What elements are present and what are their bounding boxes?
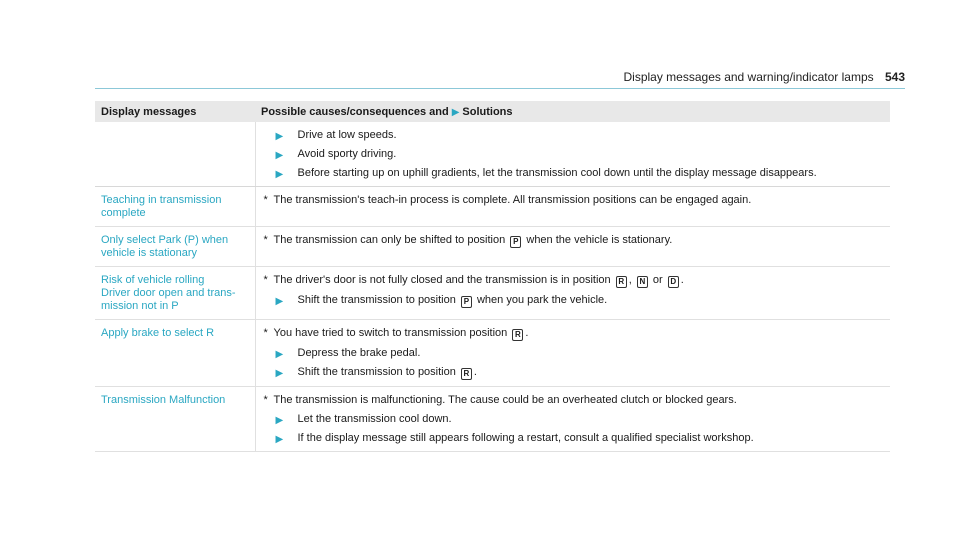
message-cell: Teaching in transmission complete bbox=[95, 187, 255, 227]
table-row bbox=[95, 267, 890, 320]
solution-item: ▶ Before starting up on uphill gradients, let the transmission cool down until the display message disappears. bbox=[275, 167, 817, 180]
table-row bbox=[95, 187, 890, 227]
gear-r-icon: R bbox=[461, 368, 472, 380]
gear-p-icon: P bbox=[510, 236, 521, 248]
solution-item: ▶ Shift the transmission to position R . bbox=[275, 366, 477, 379]
arrow-right-icon: ▶ bbox=[275, 296, 284, 307]
solution-item: ▶ Depress the brake pedal. bbox=[275, 347, 421, 360]
cause-cell: * The driver's door is not fully closed and the transmission is in position R , N or D . ▶ Shift the transmission to position P when you park the vehicle. bbox=[255, 267, 890, 320]
message-cell: Transmission Malfunction bbox=[95, 387, 255, 452]
arrow-right-icon: ▶ bbox=[451, 106, 460, 118]
solution-item: ▶ Drive at low speeds. bbox=[275, 129, 397, 142]
gear-r-icon: R bbox=[512, 329, 523, 341]
header-rule bbox=[95, 88, 905, 89]
message-cell: Risk of vehicle rolling Driver door open and trans- mission not in P bbox=[95, 267, 255, 320]
col-header-causes-solutions: Possible causes/consequences and ▶ Solutions bbox=[255, 101, 890, 122]
arrow-right-icon: ▶ bbox=[275, 434, 284, 445]
col-header-display-messages: Display messages bbox=[95, 101, 255, 122]
arrow-right-icon: ▶ bbox=[275, 415, 284, 426]
message-cell: Only select Park (P) when vehicle is stationary bbox=[95, 227, 255, 267]
gear-r-icon: R bbox=[616, 276, 627, 288]
running-head bbox=[624, 70, 906, 84]
message-cell: Apply brake to select R bbox=[95, 320, 255, 387]
solution-item: ▶ Shift the transmission to position P when you park the vehicle. bbox=[275, 294, 608, 307]
cause-cell bbox=[255, 122, 890, 187]
solution-item: ▶ Let the transmission cool down. bbox=[275, 413, 452, 426]
display-messages-table bbox=[95, 101, 890, 452]
arrow-right-icon: ▶ bbox=[275, 150, 284, 161]
arrow-right-icon: ▶ bbox=[275, 368, 284, 379]
page-number: 543 bbox=[884, 70, 905, 84]
message-cell bbox=[95, 122, 255, 187]
cause-cell: * The transmission can only be shifted to position P when the vehicle is stationary. bbox=[255, 227, 890, 267]
table-row bbox=[95, 320, 890, 387]
table-row bbox=[95, 387, 890, 452]
arrow-right-icon: ▶ bbox=[275, 349, 284, 360]
gear-p-icon: P bbox=[461, 296, 472, 308]
gear-d-icon: D bbox=[668, 276, 679, 288]
table-row bbox=[95, 227, 890, 267]
solution-item: ▶ If the display message still appears following a restart, consult a qualified specialist workshop. bbox=[275, 432, 754, 445]
gear-n-icon: N bbox=[637, 276, 648, 288]
solution-item: ▶ Avoid sporty driving. bbox=[275, 148, 397, 161]
section-title: Display messages and warning/indicator lamps bbox=[623, 70, 874, 84]
cause-cell: * The transmission's teach-in process is complete. All transmission positions can be engaged again. bbox=[255, 187, 890, 227]
table-row bbox=[95, 122, 890, 187]
cause-cell: * The transmission is malfunctioning. The cause could be an overheated clutch or blocked gears. ▶ Let the transmission cool down. ▶ If the display message still appears following a restart, consult a qualified specialist workshop. bbox=[255, 387, 890, 452]
arrow-right-icon: ▶ bbox=[275, 131, 284, 142]
cause-cell: * You have tried to switch to transmission position R . ▶ Depress the brake pedal. ▶ Shift the transmission to position R . bbox=[255, 320, 890, 387]
table-header-row bbox=[95, 101, 890, 122]
arrow-right-icon: ▶ bbox=[275, 169, 284, 180]
